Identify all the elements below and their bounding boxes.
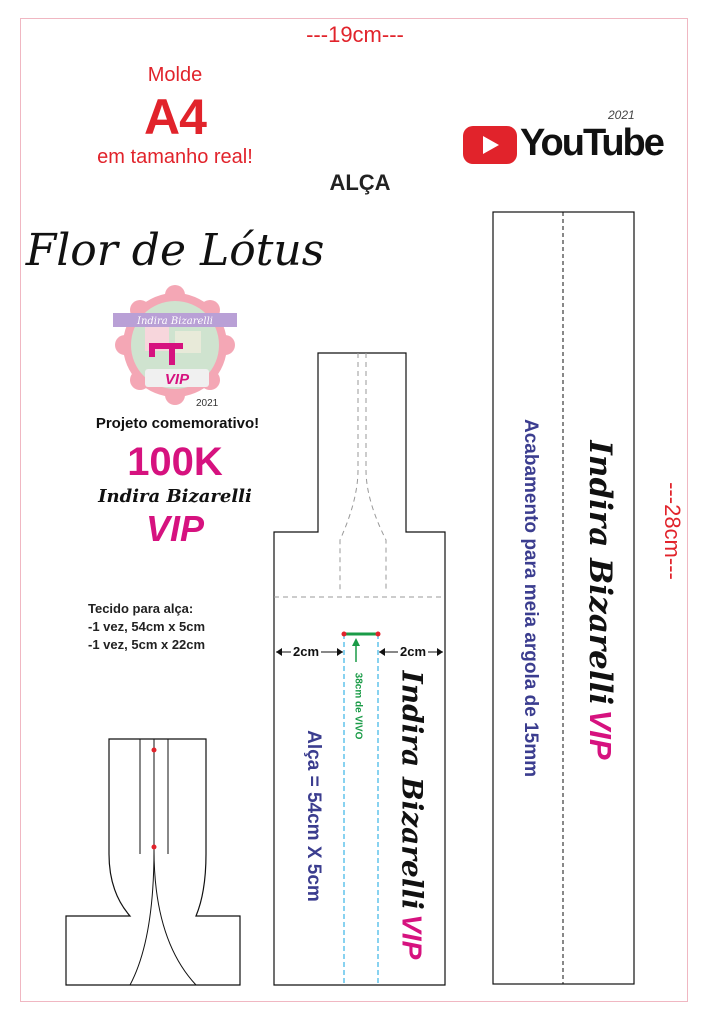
piece-title: ALÇA [329, 170, 391, 195]
marker-dot [376, 632, 381, 637]
piping-arrow-head [352, 638, 360, 646]
real-size-label: em tamanho real! [97, 146, 253, 168]
collection-title: Flor de Lótus [25, 225, 325, 276]
height-dimension: ---28cm--- [660, 482, 685, 580]
piping-label: 38cm de VIVO [352, 672, 364, 740]
marker-dot [152, 748, 157, 753]
badge-ribbon-text: Indira Bizarelli [137, 316, 213, 327]
youtube-wordmark: YouTube [520, 122, 663, 164]
small-strap-curve-right [154, 850, 196, 985]
vip-label: VIP [145, 508, 205, 549]
fabric-item: -1 vez, 5cm x 22cm [88, 637, 206, 652]
fabric-item: -1 vez, 54cm x 5cm [88, 619, 206, 634]
margin-right-label: 2cm [400, 644, 427, 659]
right-signature [582, 440, 618, 759]
center-vip: VIP [396, 914, 428, 960]
fabric-title: Tecido para alça: [88, 601, 194, 616]
margin-left-label: 2cm [293, 644, 320, 659]
youtube-year: 2021 [608, 108, 635, 122]
marker-dot [152, 845, 157, 850]
center-signature [396, 671, 429, 960]
dashed-guide-left [340, 353, 358, 590]
size-label: A4 [144, 89, 206, 145]
width-dimension: ---19cm--- [306, 22, 404, 47]
right-author: Indira Bizarelli [582, 440, 618, 706]
marker-dot [342, 632, 347, 637]
dashed-guide-right [366, 353, 386, 590]
molde-label: Molde [147, 64, 203, 86]
right-vip: VIP [583, 709, 618, 760]
small-strap-curve-left [130, 739, 154, 985]
badge-year: 2021 [196, 398, 219, 409]
author-signature: Indira Bizarelli [98, 486, 252, 507]
project-label: Projeto comemorativo! [95, 415, 260, 432]
milestone-label: 100K [127, 440, 223, 484]
small-strap-outline [66, 739, 240, 985]
center-author: Indira Bizarelli [395, 670, 429, 910]
finishing-label: Acabamento para meia argola de 15mm [520, 419, 541, 777]
strap-size-label: Alça = 54cm X 5cm [303, 730, 324, 902]
badge-mark: VIP [164, 371, 190, 388]
